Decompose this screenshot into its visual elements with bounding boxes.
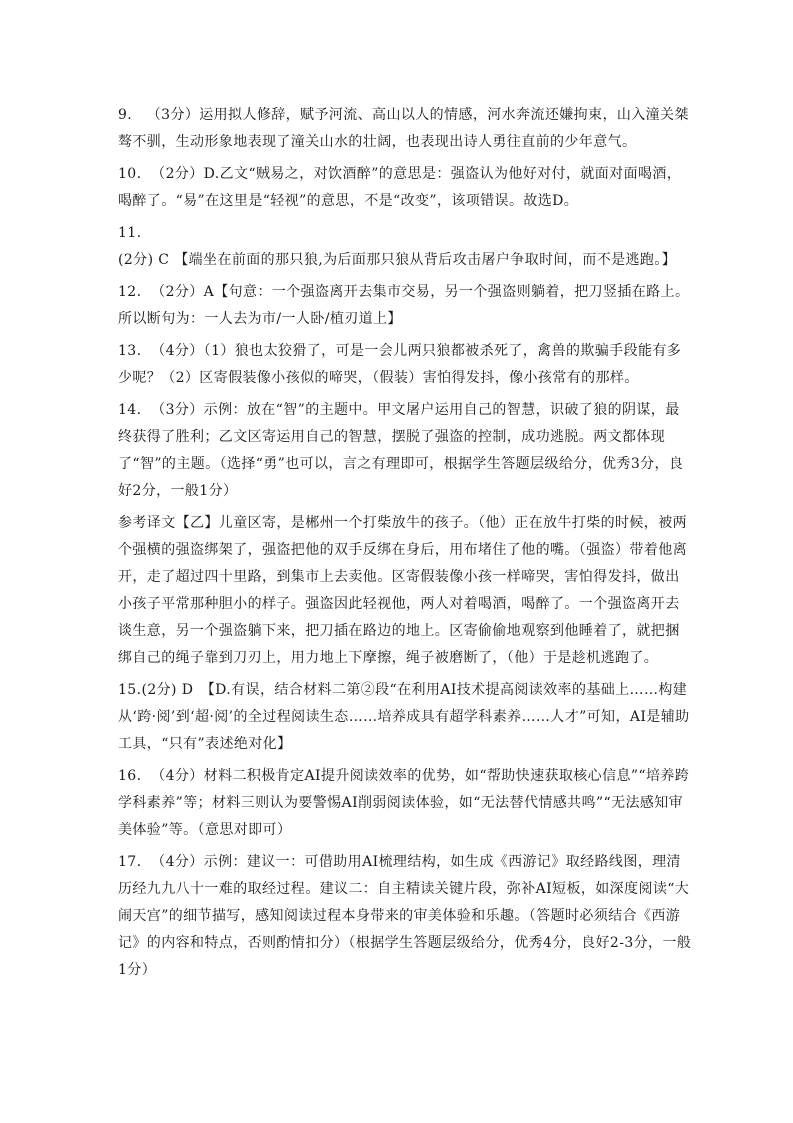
answer-key-page [118, 102, 693, 989]
reference-translation [118, 510, 693, 672]
answer-text: （4分）材料二积极肯定AI提升阅读效率的优势，如“帮助快速获取核心信息”“培养跨学科素养”等；材料三则认为要警惕AI削弱阅读体验，如“无法替代情感共鸣”“无法感知审美体验”等。（意思对即可） [118, 768, 690, 838]
answer-12 [118, 279, 693, 333]
answer-number: 14. [118, 402, 142, 418]
answer-text: （3分）示例：放在“智”的主题中。甲文屠户运用自己的智慧，识破了狼的阴谋，最终获得了胜利；乙文区寄运用自己的智慧，摆脱了强盗的控制，成功逃脱。两文都体现了“智”的主题。（选择“勇”也可以，言之有理即可，根据学生答题层级给分，优秀3分，良好2分，一般1分） [118, 402, 684, 499]
answer-text: （4分）示例：建议一：可借助用AI梳理结构，如生成《西游记》取经路线图，理清历经九九八十一难的取经过程。建议二：自主精读关键片段，弥补AI短板，如深度阅读“大闹天宫”的细节描写，感知阅读过程本身带来的审美体验和乐趣。（答题时必须结合《西游记》的内容和特点，否则酌情扣分）（根据学生答题层级给分，优秀4分，良好2-3分，一般1分） [118, 854, 692, 978]
answer-16 [118, 763, 693, 844]
answer-number: 11. [118, 225, 142, 241]
answer-9 [118, 102, 693, 156]
answer-13 [118, 338, 693, 392]
answer-14 [118, 397, 693, 505]
answer-number: 17. [118, 854, 142, 870]
answer-text: （3分）运用拟人修辞，赋予河流、高山以人的情感，河水奔流还嫌拘束，山入潼关桀骜不驯，生动形象地表现了潼关山水的壮阔，也表现出诗人勇往直前的少年意气。 [118, 107, 689, 150]
answer-text: （2分）D.乙文“贼易之，对饮酒醉”的意思是：强盗认为他好对付，就面对面喝酒，喝醉了。“易”在这里是“轻视”的意思，不是“改变”，该项错误。故选D。 [118, 166, 682, 209]
translation-text: 参考译文【乙】儿童区寄，是郴州一个打柴放牛的孩子。（他）正在放牛打柴的时候，被两个强横的强盗绑架了，强盗把他的双手反绑在身后，用布堵住了他的嘴。（强盗）带着他离开，走了超过四十里路，到集市上去卖他。区寄假装像小孩一样啼哭，害怕得发抖，做出小孩子平常那种胆小的样子。强盗因此轻视他，两人对着喝酒，喝醉了。一个强盗离开去谈生意，另一个强盗躺下来，把刀插在路边的地上。区寄偷偷地观察到他睡着了，就把捆绑自己的绳子靠到刀刃上，用力地上下摩擦，绳子被磨断了，（他）于是趁机逃跑了。 [118, 515, 687, 666]
answer-text: (2分) D 【D.有误，结合材料二第②段“在利用AI技术提高阅读效率的基础上……构建从‘跨·阅’到‘超·阅’的全过程阅读生态……培养成具有超学科素养……人才”可知，AI是辅助工具，“只有”表述绝对化】 [118, 682, 690, 752]
answer-number: 9. [118, 107, 133, 123]
answer-number: 12. [118, 284, 142, 300]
answer-15 [118, 677, 693, 758]
answer-text: （4分）（1）狼也太狡猾了，可是一会儿两只狼都被杀死了，禽兽的欺骗手段能有多少呢？（2）区寄假装像小孩似的啼哭，（假装）害怕得发抖，像小孩常有的那样。 [118, 343, 682, 386]
answer-number: 16. [118, 768, 142, 784]
answer-10 [118, 161, 693, 215]
answer-number: 15. [118, 682, 142, 698]
answer-number: 10. [118, 166, 142, 182]
answer-17 [118, 849, 693, 984]
answer-number: 13. [118, 343, 142, 359]
answer-text: (2分) C 【端坐在前面的那只狼,为后面那只狼从背后攻击屠户争取时间，而不是逃跑。】 [118, 252, 677, 268]
answer-text: （2分）A【句意：一个强盗离开去集市交易，另一个强盗则躺着，把刀竖插在路上。所以断句为：一人去为市/一人卧/植刃道上】 [118, 284, 690, 327]
answer-11 [118, 220, 693, 274]
